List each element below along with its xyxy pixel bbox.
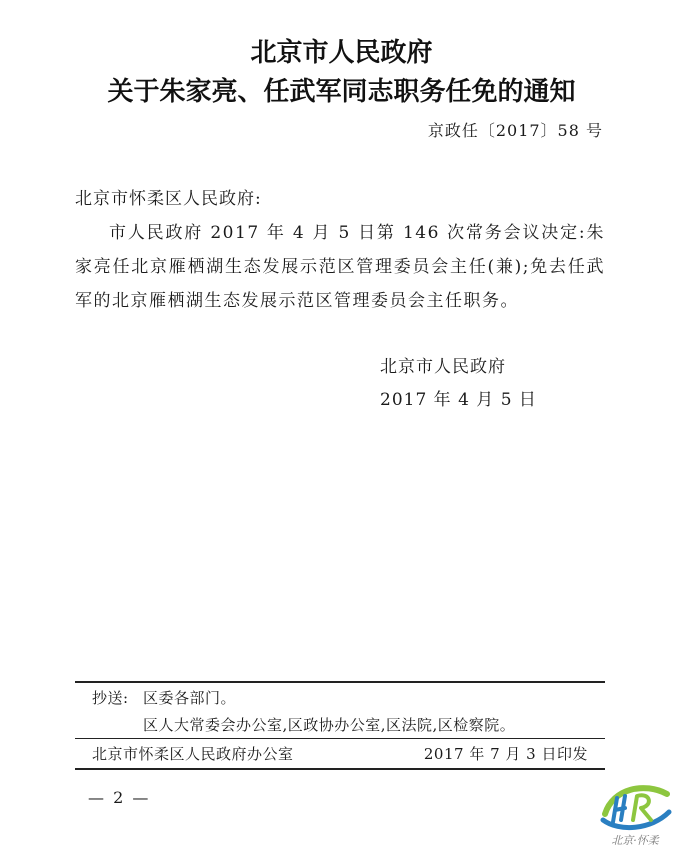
footer-divider-top <box>75 681 605 683</box>
issuing-office: 北京市怀柔区人民政府办公室 <box>92 745 294 763</box>
cc-recipients-line1: 区委各部门。 <box>143 689 237 707</box>
page-number: — 2 — <box>88 788 151 807</box>
footer-divider-middle <box>75 738 605 739</box>
cc-recipients-line2: 区人大常委会办公室,区政协办公室,区法院,区检察院。 <box>143 716 516 734</box>
signature-date: 2017 年 4 月 5 日 <box>380 390 537 410</box>
footer-divider-bottom <box>75 768 605 770</box>
signature-organization: 北京市人民政府 <box>380 357 506 377</box>
logo-caption: 北京·怀柔 <box>611 834 659 847</box>
document-title-line1: 北京市人民政府 <box>250 38 433 68</box>
huairou-logo-icon <box>595 770 675 850</box>
issue-date: 2017 年 7 月 3 日印发 <box>423 745 588 763</box>
cc-label: 抄送: <box>92 689 129 707</box>
body-paragraph: 市人民政府 2017 年 4 月 5 日第 146 次常务会议决定:朱家亮任北京雁栖湖生态发展示范区管理委员会主任(兼);免去任武军的北京雁栖湖生态发展示范区管理委员会主任职务。 <box>75 223 605 311</box>
document-number: 京政任〔2017〕58 号 <box>427 121 603 140</box>
addressee: 北京市怀柔区人民政府: <box>75 189 262 209</box>
document-title-line2: 关于朱家亮、任武军同志职务任免的通知 <box>107 77 576 107</box>
